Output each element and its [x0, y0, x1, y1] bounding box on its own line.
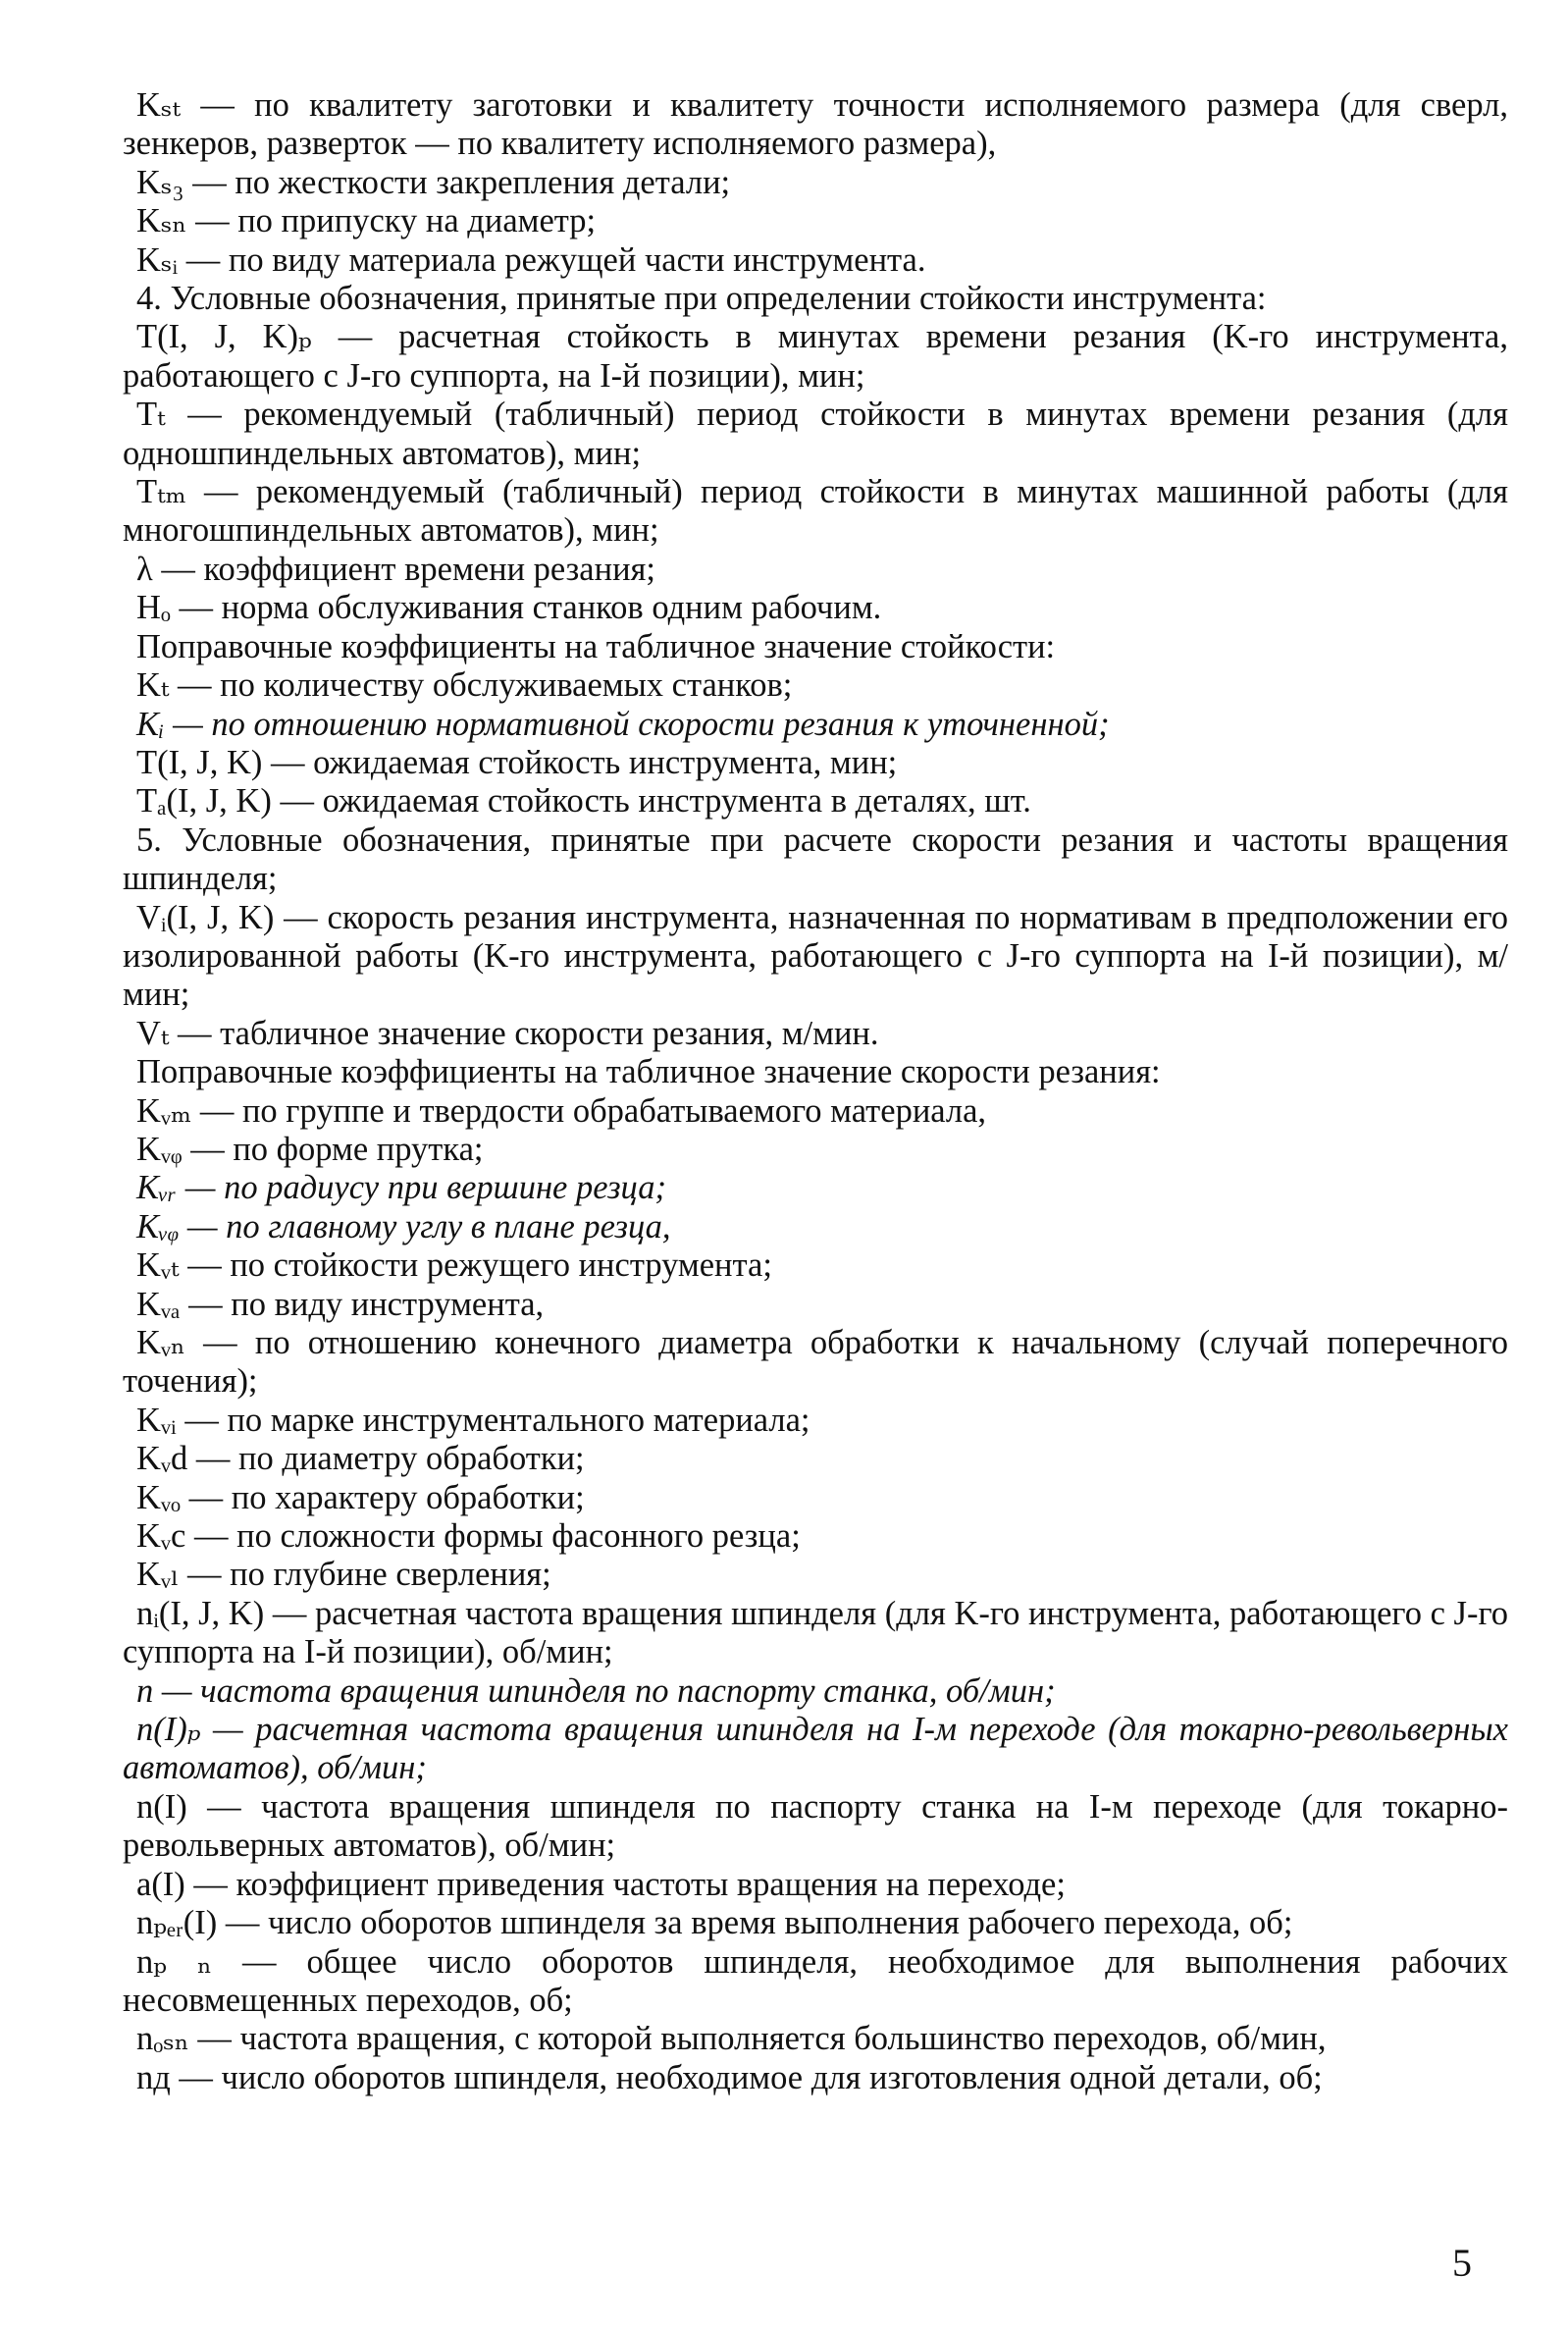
paragraph: nₒₛₙ — частота вращения, с которой выполняется большинство переходов, об/мин,	[136, 2020, 1327, 2058]
paragraph: T(I, J, K)ₚ — расчетная стойкость в минутах времени резания (K-го инструмента, работающего с J-го суппорта, на I-й позиции), мин;	[123, 318, 1508, 395]
paragraph: nᵢ(I, J, K) — расчетная частота вращения шпинделя (для K-го инструмента, работающего с J-го суппорта на I-й позиции), об/мин;	[123, 1594, 1508, 1671]
paragraph: Hₒ — норма обслуживания станков одним рабочим.	[136, 589, 882, 627]
paragraph: Kₜ — по количеству обслуживаемых станков;	[136, 666, 793, 705]
paragraph: Kᵥᵩ — по форме прутка;	[136, 1130, 484, 1168]
paragraph: T(I, J, K) — ожидаемая стойкость инструмента, мин;	[136, 743, 898, 781]
paragraph: n — частота вращения шпинделя по паспорту станка, об/мин;	[136, 1671, 1056, 1710]
paragraph: Kᵥₘ — по группе и твердости обрабатываемого материала,	[136, 1091, 987, 1130]
paragraph: Vᵢ(I, J, K) — скорость резания инструмента, назначенная по нормативам в предположении его изолированной работы (K-го инструмента, работающего с J-го суппорта на I-й позиции), м/мин;	[123, 898, 1508, 1014]
paragraph: Поправочные коэффициенты на табличное значение скорости резания:	[136, 1053, 1161, 1091]
paragraph: n(I)ₚ — расчетная частота вращения шпинделя на I-м переходе (для токарно-револьверных автоматов), об/мин;	[123, 1711, 1508, 1787]
section-heading-4: 4. Условные обозначения, принятые при определении стойкости инструмента:	[136, 280, 1267, 318]
paragraph: Kᵥₜ — по стойкости режущего инструмента;	[136, 1246, 772, 1285]
paragraph: Kᵥₙ — по отношению конечного диаметра обработки к начальному (случай поперечного точения);	[123, 1324, 1508, 1401]
paragraph: Kᵥc — по сложности формы фасонного резца;	[136, 1517, 801, 1556]
paragraph: Kᵥᵢ — по марке инструментального материала;	[136, 1401, 810, 1439]
paragraph: Kₛₜ — по квалитету заготовки и квалитету точности исполняемого размера (для сверл, зенкеров, разверток — по квалитету исполняемого размера),	[123, 86, 1508, 163]
paragraph: Kᵥᵣ — по радиусу при вершине резца;	[136, 1169, 666, 1207]
paragraph: a(I) — коэффициент приведения частоты вращения на переходе;	[136, 1865, 1066, 1903]
paragraph: Kᵥₒ — по характеру обработки;	[136, 1478, 585, 1516]
paragraph: nₚ ₙ — общее число оборотов шпинделя, необходимое для выполнения рабочих несовмещенных переходов, об;	[123, 1942, 1508, 2019]
body-text	[123, 86, 1508, 2097]
paragraph: nₚₑᵣ(I) — число оборотов шпинделя за время выполнения рабочего перехода, об;	[136, 1904, 1293, 1942]
paragraph: n(I) — частота вращения шпинделя по паспорту станка на I-м переходе (для токарно-револьверных автоматов), об/мин;	[123, 1787, 1508, 1865]
paragraph: Kᵥᵩ — по главному углу в плане резца,	[136, 1207, 671, 1245]
section-heading-5: 5. Условные обозначения, принятые при расчете скорости резания и частоты вращения шпинделя;	[123, 821, 1508, 898]
paragraph: Tₜ — рекомендуемый (табличный) период стойкости в минутах времени резания (для одношпиндельных автоматов), мин;	[123, 396, 1508, 472]
paragraph: Kᵢ — по отношению нормативной скорости резания к уточненной;	[136, 705, 1110, 743]
paragraph: λ — коэффициент времени резания;	[136, 550, 655, 588]
paragraph: Поправочные коэффициенты на табличное значение стойкости:	[136, 627, 1056, 665]
paragraph: Kₛᵢ — по виду материала режущей части инструмента.	[136, 240, 926, 279]
paragraph: Tₐ(I, J, K) — ожидаемая стойкость инструмента в деталях, шт.	[136, 782, 1031, 821]
paragraph: Kₛₙ — по припуску на диаметр;	[136, 202, 597, 240]
paragraph: nд — число оборотов шпинделя, необходимое для изготовления одной детали, об;	[136, 2058, 1323, 2096]
paragraph: Kᵥₗ — по глубине сверления;	[136, 1556, 551, 1594]
paragraph: Kₛ₃ — по жесткости закрепления детали;	[136, 163, 731, 201]
page-number: 5	[1452, 2241, 1472, 2285]
paragraph: Kᵥₐ — по виду инструмента,	[136, 1285, 545, 1323]
paragraph: Vₜ — табличное значение скорости резания, м/мин.	[136, 1014, 879, 1052]
paragraph: Tₜₘ — рекомендуемый (табличный) период стойкости в минутах машинной работы (для многошпиндельных автоматов), мин;	[123, 473, 1508, 550]
paragraph: Kᵥd — по диаметру обработки;	[136, 1440, 585, 1478]
